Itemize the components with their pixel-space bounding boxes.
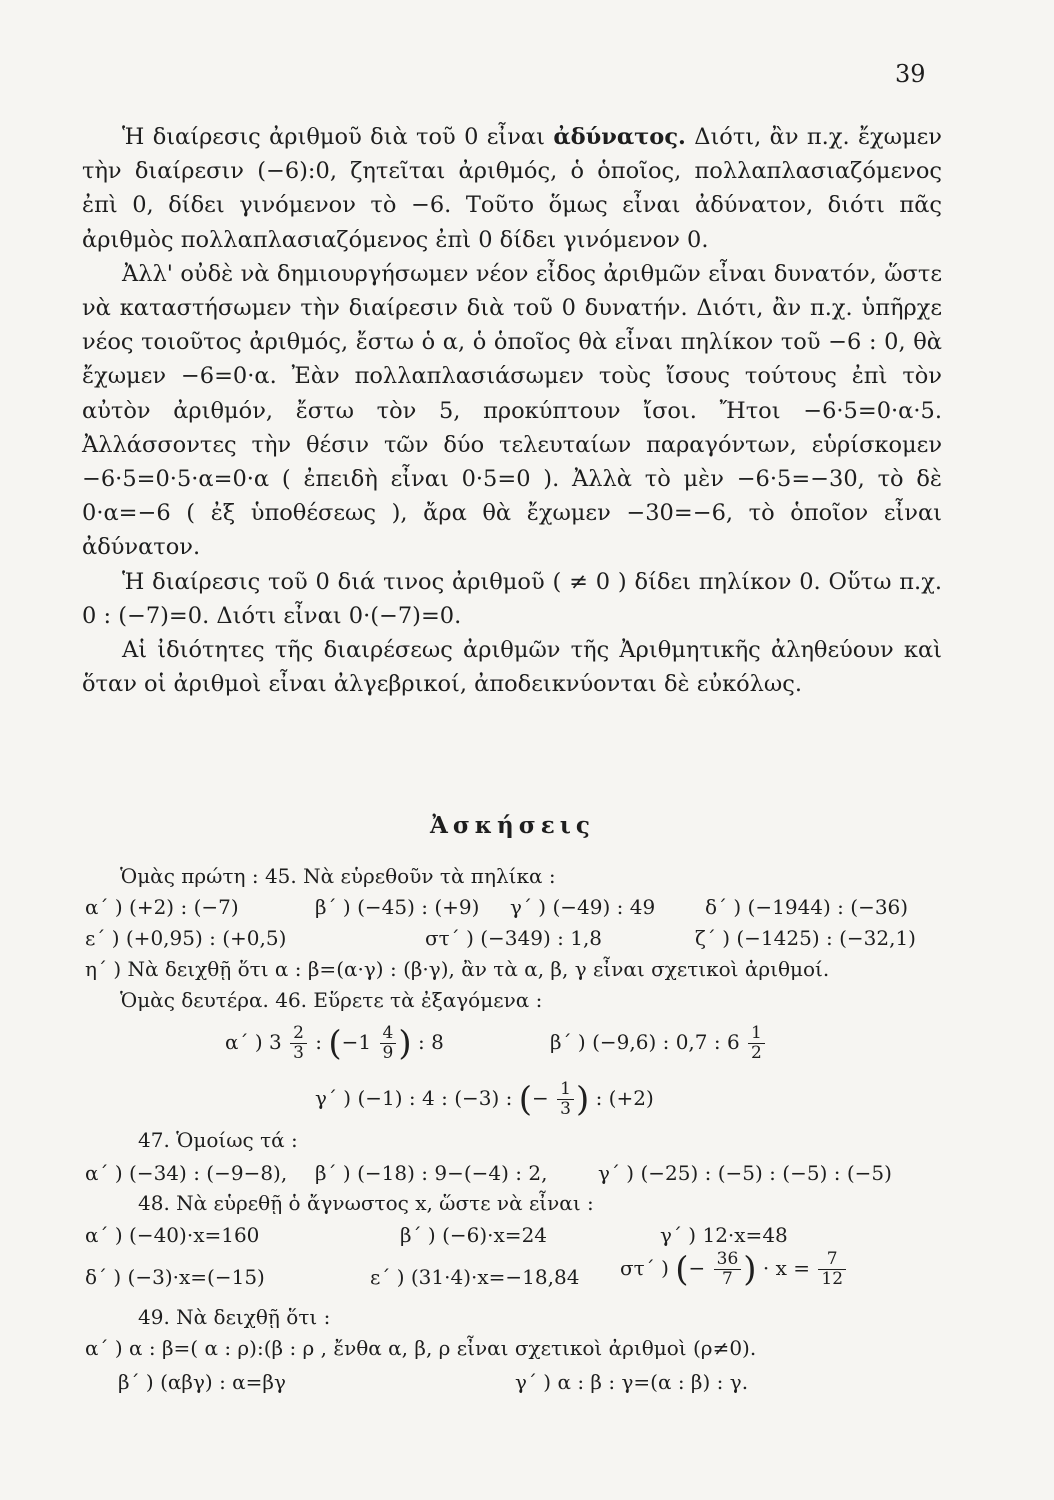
exercise-48st: στ΄ ) (− $\frac{36}{7}$ ) · x = $\frac{7}{12}$ <box>620 1250 848 1289</box>
exercise-48-heading: 48. Νὰ εὑρεθῇ ὁ ἄγνωστος x, ὥστε νὰ εἶναι : <box>138 1191 594 1215</box>
exercise-48c: γ΄ ) 12·x=48 <box>660 1223 788 1247</box>
exercise-48b: β΄ ) (−6)·x=24 <box>400 1223 548 1247</box>
fraction: $\frac{4}{9}$ <box>380 1024 397 1063</box>
fraction: $\frac{7}{12}$ <box>818 1250 846 1289</box>
page-number: 39 <box>895 60 926 88</box>
body-text <box>82 120 942 701</box>
exercise-49-heading: 49. Νὰ δειχθῇ ὅτι : <box>138 1305 331 1329</box>
exercise-48d: δ΄ ) (−3)·x=(−15) <box>85 1265 265 1289</box>
group2-heading: Ὁμὰς δευτέρα. 46. Εὕρετε τὰ ἐξαγόμενα : <box>120 988 543 1012</box>
exercise-46a: α΄ ) 3 $\frac{2}{3}$ : (−1 $\frac{4}{9}$ ) : 8 <box>225 1023 444 1064</box>
fraction: $\frac{1}{2}$ <box>748 1024 765 1063</box>
exercise-47-heading: 47. Ὁμοίως τά : <box>138 1128 298 1152</box>
fraction: $\frac{2}{3}$ <box>290 1024 307 1063</box>
exercise-46b: β΄ ) (−9,6) : 0,7 : 6 $\frac{1}{2}$ <box>550 1024 767 1063</box>
paragraph-division-by-zero: Ἡ διαίρεσις ἀριθμοῦ διὰ τοῦ 0 εἶναι ἀδύνατος. Διότι, ἂν π.χ. ἔχωμεν τὴν διαίρεσιν (−6):0, ζητεῖται ἀριθμός, ὁ ὁποῖος, πολλαπλασιαζόμενος ἐπὶ 0, δίδει γινόμενον τὸ −6. Τοῦτο ὅμως εἶναι ἀδύνατον, διότι πᾶς ἀριθμὸς πολλαπλασιαζόμενος ἐπὶ 0 δίδει γινόμενον 0. <box>82 124 942 253</box>
exercise-47c: γ΄ ) (−25) : (−5) : (−5) : (−5) <box>598 1161 892 1185</box>
exercise-45st: στ΄ ) (−349) : 1,8 <box>425 926 603 950</box>
exercise-46c: γ΄ ) (−1) : 4 : (−3) : (− $\frac{1}{3}$ ) : (+2) <box>315 1079 654 1120</box>
exercise-49c: γ΄ ) α : β : γ=(α : β) : γ. <box>515 1370 749 1394</box>
exercise-49a: α΄ ) α : β=( α : ρ):(β : ρ , ἔνθα α, β, ρ εἶναι σχετικοὶ ἀριθμοὶ (ρ≠0). <box>85 1336 757 1360</box>
exercise-48a: α΄ ) (−40)·x=160 <box>85 1223 260 1247</box>
exercise-45z: ζ΄ ) (−1425) : (−32,1) <box>695 926 916 950</box>
bold-term: ἀδύνατος. <box>553 124 686 150</box>
exercise-45h: η΄ ) Νὰ δειχθῇ ὅτι α : β=(α·γ) : (β·γ), ἂν τὰ α, β, γ εἶναι σχετικοὶ ἀριθμοί. <box>85 957 830 981</box>
paragraph-zero-divided: Ἡ διαίρεσις τοῦ 0 διά τινος ἀριθμοῦ ( ≠ 0 ) δίδει πηλίκον 0. Οὕτω π.χ. 0 : (−7)=0. Διότι εἶναι 0·(−7)=0. <box>82 568 942 629</box>
exercise-45c: γ΄ ) (−49) : 49 <box>510 895 656 919</box>
exercise-49b: β΄ ) (αβγ) : α=βγ <box>118 1370 286 1394</box>
exercise-48e: ε΄ ) (31·4)·x=−18,84 <box>370 1265 580 1289</box>
fraction: $\frac{36}{7}$ <box>714 1250 742 1289</box>
exercises-heading: Ἀσκήσεις <box>430 812 595 839</box>
exercise-45d: δ΄ ) (−1944) : (−36) <box>705 895 909 919</box>
exercise-45b: β΄ ) (−45) : (+9) <box>315 895 480 919</box>
exercise-47b: β΄ ) (−18) : 9−(−4) : 2, <box>315 1161 548 1185</box>
paragraph-properties: Αἱ ἰδιότητες τῆς διαιρέσεως ἀριθμῶν τῆς Ἀριθμητικῆς ἀληθεύουν καὶ ὅταν οἱ ἀριθμοὶ εἶναι ἀλγεβρικοί, ἀποδεικνύονται δὲ εὐκόλως. <box>82 637 942 698</box>
exercise-45a: α΄ ) (+2) : (−7) <box>85 895 239 919</box>
paragraph-new-number: Ἀλλ' οὐδὲ νὰ δημιουργήσωμεν νέον εἶδος ἀριθμῶν εἶναι δυνατόν, ὥστε νὰ καταστήσωμεν τὴν διαίρεσιν διὰ τοῦ 0 δυνατήν. Διότι, ἂν π.χ. ὑπῆρχε νέος τοιοῦτος ἀριθμός, ἔστω ὁ α, ὁ ὁποῖος θὰ εἶναι πηλίκον τοῦ −6 : 0, θὰ ἔχωμεν −6=0·α. Ἐὰν πολλαπλασιάσωμεν τοὺς ἴσους τούτους ἐπὶ τὸν αὐτὸν ἀριθμόν, ἔστω τὸν 5, προκύπτουν ἴσοι. Ἤτοι −6·5=0·α·5. Ἀλλάσσοντες τὴν θέσιν τῶν δύο τελευταίων παραγόντων, εὑρίσκομεν −6·5=0·5·α=0·α ( ἐπειδὴ εἶναι 0·5=0 ). Ἀλλὰ τὸ μὲν −6·5=−30, τὸ δὲ 0·α=−6 ( ἐξ ὑποθέσεως ), ἄρα θὰ ἔχωμεν −30=−6, τὸ ὁποῖον εἶναι ἀδύνατον. <box>82 260 942 561</box>
fraction: $\frac{1}{3}$ <box>557 1080 574 1119</box>
exercise-47a: α΄ ) (−34) : (−9−8), <box>85 1161 288 1185</box>
group1-heading: Ὁμὰς πρώτη : 45. Νὰ εὑρεθοῦν τὰ πηλίκα : <box>120 864 556 888</box>
exercise-45e: ε΄ ) (+0,95) : (+0,5) <box>85 926 287 950</box>
